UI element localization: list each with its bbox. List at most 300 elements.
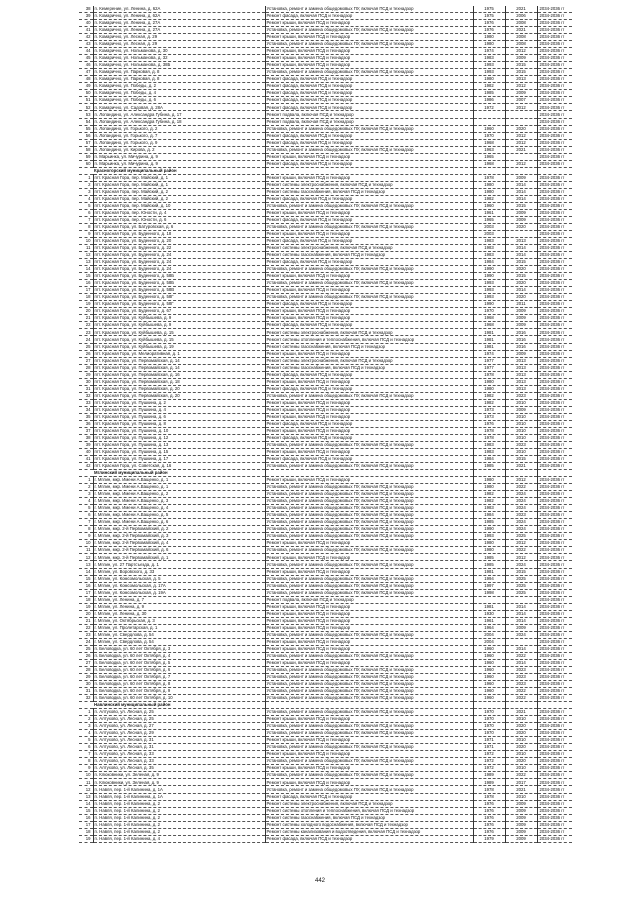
- address-cell: пгт. Красная Гора, ул. Куйбышева, д. 9: [93, 322, 265, 329]
- row-number-cell: 14: [79, 800, 93, 807]
- planned-period-cell: 2034-2036 гг: [537, 413, 572, 420]
- address-cell: г. Мглин, мкр. Имени А.Ващенко, д. 1: [93, 484, 265, 491]
- table-row: [79, 406, 572, 413]
- planned-period-cell: 2034-2036 гг: [537, 195, 572, 202]
- last-repair-year-cell: 2014: [505, 659, 537, 666]
- table-row: [79, 322, 572, 329]
- year-built-cell: 1978: [473, 786, 505, 793]
- table-row: [79, 519, 572, 526]
- year-built-cell: 1978: [473, 427, 505, 434]
- year-built-cell: 1968: [473, 322, 505, 329]
- row-number-cell: 21: [79, 617, 93, 624]
- work-type-cell: Установка, ремонт и замена общедомовых ПУ, включая ПСД и технадзор: [265, 723, 473, 730]
- row-number-cell: 7: [79, 519, 93, 526]
- address-cell: пгт. Красная Гора, пер. Майский, д. 2: [93, 188, 265, 195]
- row-number-cell: 30: [79, 681, 93, 688]
- year-built-cell: 1980: [473, 477, 505, 484]
- year-built-cell: 1980: [473, 484, 505, 491]
- planned-period-cell: 2034-2036 гг: [537, 540, 572, 547]
- address-cell: п. Навля, пер. 1-й Калинина, д. 2: [93, 814, 265, 821]
- year-built-cell: 1980: [473, 41, 505, 48]
- work-type-cell: Установка, ремонт и замена общедомовых ПУ, включая ПСД и технадзор: [265, 484, 473, 491]
- address-cell: п. Комарично, ул. Парковая, д. 8: [93, 69, 265, 76]
- year-built-cell: 1993: [473, 294, 505, 301]
- planned-period-cell: 2034-2036 гг: [537, 27, 572, 34]
- work-type-cell: Ремонт фасада, включая ПСД и технадзор: [265, 104, 473, 111]
- address-cell: пгт. Красная Гора, ул. Буденного, д. 24: [93, 252, 265, 259]
- last-repair-year-cell: 2015: [505, 568, 537, 575]
- last-repair-year-cell: 2012: [505, 83, 537, 90]
- row-number-cell: 49: [79, 83, 93, 90]
- last-repair-year-cell: [505, 638, 537, 645]
- table-row: [79, 357, 572, 364]
- work-type-cell: Ремонт крыши, включая ПСД и технадзор: [265, 540, 473, 547]
- year-built-cell: [473, 470, 505, 477]
- last-repair-year-cell: 2009: [505, 406, 537, 413]
- last-repair-year-cell: 2009: [505, 308, 537, 315]
- last-repair-year-cell: [505, 111, 537, 118]
- section-header-row: [79, 470, 572, 477]
- last-repair-year-cell: 2014: [505, 245, 537, 252]
- work-type-cell: Ремонт крыши, включая ПСД и технадзор: [265, 645, 473, 652]
- last-repair-year-cell: 2024: [505, 561, 537, 568]
- table-row: [79, 111, 572, 118]
- address-cell: п. Навля, пер. 1-й Калинина, д. 1А: [93, 786, 265, 793]
- planned-period-cell: 2034-2036 гг: [537, 125, 572, 132]
- row-number-cell: 27: [79, 659, 93, 666]
- work-type-cell: [265, 167, 473, 174]
- year-built-cell: 1973: [473, 413, 505, 420]
- address-cell: п. Комарично, ул. Лесная, д. 29: [93, 41, 265, 48]
- table-row: [79, 448, 572, 455]
- work-type-cell: Ремонт крыши, включая ПСД и технадзор: [265, 48, 473, 55]
- table-row: [79, 716, 572, 723]
- work-type-cell: Установка, ремонт и замена общедомовых ПУ, включая ПСД и технадзор: [265, 294, 473, 301]
- table-row: [79, 174, 572, 181]
- row-number-cell: [79, 470, 93, 477]
- address-cell: п. Алтухово, ул. Лесная, д. 35: [93, 765, 265, 772]
- work-type-cell: Ремонт фасада, включая ПСД и технадзор: [265, 97, 473, 104]
- work-type-cell: Ремонт крыши, включая ПСД и технадзор: [265, 153, 473, 160]
- row-number-cell: 16: [79, 582, 93, 589]
- last-repair-year-cell: 2013: [505, 238, 537, 245]
- work-type-cell: Установка, ремонт и замена общедомовых ПУ, включая ПСД и технадзор: [265, 709, 473, 716]
- planned-period-cell: 2034-2036 гг: [537, 596, 572, 603]
- address-cell: п. Беловодка, ул. 60 лет Октября, д. 8: [93, 681, 265, 688]
- work-type-cell: Ремонт крыши, включая ПСД и технадзор: [265, 399, 473, 406]
- table-row: [79, 202, 572, 209]
- last-repair-year-cell: 2009: [505, 800, 537, 807]
- table-row: [79, 125, 572, 132]
- address-cell: пгт. Красная Гора, ул. Первомайская, д. 20: [93, 385, 265, 392]
- work-type-cell: [265, 470, 473, 477]
- row-number-cell: 11: [79, 245, 93, 252]
- address-cell: п. Комарично, ул. Ленина, д. 27А: [93, 27, 265, 34]
- work-type-cell: Установка, ремонт и замена общедомовых ПУ, включая ПСД и технадзор: [265, 589, 473, 596]
- address-cell: г. Мглин, мкр. Имени А.Ващенко, д. 6: [93, 519, 265, 526]
- table-row: [79, 76, 572, 83]
- work-type-cell: Установка, ремонт и замена общедомовых ПУ, включая ПСД и технадзор: [265, 575, 473, 582]
- planned-period-cell: 2034-2036 гг: [537, 259, 572, 266]
- table-row: [79, 266, 572, 273]
- last-repair-year-cell: 2010: [505, 751, 537, 758]
- address-cell: п. Навля, пер. 1-й Калинина, д. 1А: [93, 793, 265, 800]
- work-type-cell: Ремонт крыши, включая ПСД и технадзор: [265, 350, 473, 357]
- work-type-cell: Ремонт системы электроснабжения, включая ПСД и технадзор: [265, 245, 473, 252]
- page-number: 442: [314, 878, 325, 884]
- work-type-cell: Ремонт крыши, включая ПСД и технадзор: [265, 477, 473, 484]
- table-row: [79, 624, 572, 631]
- address-cell: пгт. Красная Гора, ул. Мелиоративная, д. 1: [93, 350, 265, 357]
- address-cell: п. Кемерение, ул. Ленина, д. 62А: [93, 6, 265, 13]
- row-number-cell: 54: [79, 118, 93, 125]
- last-repair-year-cell: 2014: [505, 252, 537, 259]
- planned-period-cell: 2034-2036 гг: [537, 582, 572, 589]
- row-number-cell: 14: [79, 266, 93, 273]
- table-row: [79, 195, 572, 202]
- year-built-cell: 1989: [473, 779, 505, 786]
- row-number-cell: 42: [79, 34, 93, 41]
- planned-period-cell: 2034-2036 гг: [537, 561, 572, 568]
- year-built-cell: 1972: [473, 758, 505, 765]
- address-cell: пгт. Красная Гора, ул. Буденного, д. 58Г: [93, 294, 265, 301]
- table-row: [79, 666, 572, 673]
- address-cell: г. Мглин, мкр. Имени А.Ващенко, д. 5: [93, 512, 265, 519]
- table-row: [79, 695, 572, 702]
- table-row: [79, 294, 572, 301]
- address-cell: пгт. Красная Гора, ул. Первомайская, д. 14: [93, 364, 265, 371]
- work-type-cell: Ремонт крыши, включая ПСД и технадзор: [265, 617, 473, 624]
- last-repair-year-cell: 2015: [505, 259, 537, 266]
- last-repair-year-cell: [505, 118, 537, 125]
- planned-period-cell: 2034-2036 гг: [537, 90, 572, 97]
- planned-period-cell: 2034-2036 гг: [537, 758, 572, 765]
- last-repair-year-cell: 2020: [505, 758, 537, 765]
- work-type-cell: Ремонт крыши, включая ПСД и технадзор: [265, 62, 473, 69]
- address-cell: пгт. Красная Гора, пер. Майский, д. 2: [93, 195, 265, 202]
- year-built-cell: 1990: [473, 273, 505, 280]
- planned-period-cell: 2034-2036 гг: [537, 97, 572, 104]
- year-built-cell: [473, 702, 505, 709]
- table-row: [79, 90, 572, 97]
- address-cell: п. Беловодка, ул. 60 лет Октября, д. 9: [93, 688, 265, 695]
- year-built-cell: 1970: [473, 132, 505, 139]
- address-cell: г. Мглин, ул. Свердлова, д. 54: [93, 638, 265, 645]
- last-repair-year-cell: 2025: [505, 582, 537, 589]
- address-cell: пгт. Красная Гора, ул. Пушкина, д. 2: [93, 399, 265, 406]
- work-type-cell: Установка, ремонт и замена общедомовых ПУ, включая ПСД и технадзор: [265, 666, 473, 673]
- year-built-cell: 1980: [473, 181, 505, 188]
- address-cell: п. Алтухово, ул. Лесная, д. 33: [93, 758, 265, 765]
- planned-period-cell: 2034-2036 гг: [537, 448, 572, 455]
- last-repair-year-cell: 2014: [505, 181, 537, 188]
- planned-period-cell: 2034-2036 гг: [537, 645, 572, 652]
- year-built-cell: 1960: [473, 695, 505, 702]
- work-type-cell: Ремонт системы канализования и водоотведения, включая ПСД и технадзор: [265, 828, 473, 835]
- year-built-cell: [473, 596, 505, 603]
- repair-register-table: [79, 6, 572, 843]
- address-cell: пгт. Красная Гора, пер. Юности, д. 6: [93, 216, 265, 223]
- work-type-cell: Ремонт крыши, включая ПСД и технадзор: [265, 406, 473, 413]
- address-cell: п. Беловодка, ул. 60 лет Октября, д. 10: [93, 695, 265, 702]
- row-number-cell: 26: [79, 350, 93, 357]
- table-row: [79, 681, 572, 688]
- planned-period-cell: 2034-2036 гг: [537, 554, 572, 561]
- row-number-cell: 17: [79, 589, 93, 596]
- address-cell: пгт. Красная Гора, ул. Куйбышева, д. 15: [93, 336, 265, 343]
- row-number-cell: 4: [79, 498, 93, 505]
- address-cell: п. Алтухово, ул. Лесная, д. 25: [93, 709, 265, 716]
- year-built-cell: 1982: [473, 83, 505, 90]
- year-built-cell: 1983: [473, 505, 505, 512]
- year-built-cell: 1983: [473, 448, 505, 455]
- row-number-cell: 41: [79, 456, 93, 463]
- row-number-cell: 10: [79, 772, 93, 779]
- last-repair-year-cell: 2008: [505, 41, 537, 48]
- work-type-cell: Установка, ремонт и замена общедомовых ПУ, включая ПСД и технадзор: [265, 266, 473, 273]
- year-built-cell: 1985: [473, 554, 505, 561]
- year-built-cell: 1985: [473, 463, 505, 470]
- year-built-cell: 1960: [473, 125, 505, 132]
- planned-period-cell: 2034-2036 гг: [537, 378, 572, 385]
- year-built-cell: 1993: [473, 69, 505, 76]
- table-row: [79, 547, 572, 554]
- row-number-cell: 26: [79, 652, 93, 659]
- table-row: [79, 709, 572, 716]
- work-type-cell: Ремонт крыши, включая ПСД и технадзор: [265, 34, 473, 41]
- work-type-cell: Установка, ремонт и замена общедомовых ПУ, включая ПСД и технадзор: [265, 730, 473, 737]
- table-row: [79, 737, 572, 744]
- last-repair-year-cell: 2023: [505, 666, 537, 673]
- address-cell: пгт. Красная Гора, ул. Пушкина, д. 8: [93, 420, 265, 427]
- last-repair-year-cell: 2023: [505, 441, 537, 448]
- work-type-cell: Ремонт фасада, включая ПСД и технадзор: [265, 420, 473, 427]
- work-type-cell: Ремонт фасада, включая ПСД и технадзор: [265, 90, 473, 97]
- table-row: [79, 336, 572, 343]
- year-built-cell: [473, 118, 505, 125]
- address-cell: п. Комарично, ул. Садовая, д. 28А: [93, 104, 265, 111]
- address-cell: п. Лопандино, ул. Горького, д. 9: [93, 139, 265, 146]
- year-built-cell: 1978: [473, 174, 505, 181]
- table-row: [79, 779, 572, 786]
- table-row: [79, 603, 572, 610]
- row-number-cell: 19: [79, 835, 93, 842]
- table-row: [79, 216, 572, 223]
- table-row: [79, 807, 572, 814]
- table-row: [79, 188, 572, 195]
- row-number-cell: 12: [79, 786, 93, 793]
- row-number-cell: 13: [79, 793, 93, 800]
- address-cell: пгт. Красная Гора, ул. Буденного, д. 24: [93, 259, 265, 266]
- last-repair-year-cell: 2014: [505, 287, 537, 294]
- address-cell: г. Мглин, ул. Ленина, д. 30: [93, 610, 265, 617]
- address-cell: г. Мглин, ул. 27 Партсъезда, д. 1: [93, 561, 265, 568]
- address-cell: п. Беловодка, ул. 60 лет Октября, д. 4: [93, 652, 265, 659]
- year-built-cell: 1968: [473, 315, 505, 322]
- last-repair-year-cell: 2025: [505, 533, 537, 540]
- year-built-cell: 1983: [473, 238, 505, 245]
- row-number-cell: 36: [79, 420, 93, 427]
- table-row: [79, 610, 572, 617]
- address-cell: п. Клюковники, ул. Зеленая, д. 9: [93, 779, 265, 786]
- planned-period-cell: 2034-2036 гг: [537, 463, 572, 470]
- last-repair-year-cell: 2010: [505, 427, 537, 434]
- planned-period-cell: 2034-2036 гг: [537, 294, 572, 301]
- work-type-cell: Ремонт фасада, включая ПСД и технадзор: [265, 195, 473, 202]
- table-row: [79, 280, 572, 287]
- address-cell: пгт. Красная Гора, ул. Буденного, д. 18: [93, 231, 265, 238]
- row-number-cell: 35: [79, 413, 93, 420]
- last-repair-year-cell: 2010: [505, 737, 537, 744]
- table-row: [79, 259, 572, 266]
- row-number-cell: 11: [79, 779, 93, 786]
- table-row: [79, 596, 572, 603]
- address-cell: пгт. Красная Гора, ул. Батуровская, д. 6: [93, 223, 265, 230]
- last-repair-year-cell: 2012: [505, 132, 537, 139]
- table-row: [79, 153, 572, 160]
- table-row: [79, 301, 572, 308]
- planned-period-cell: 2034-2036 гг: [537, 814, 572, 821]
- address-cell: п. Лопандино, ул. Горького, д. 7: [93, 132, 265, 139]
- address-cell: г. Мглин, ул. Комсомольская, д. 17А: [93, 582, 265, 589]
- address-cell: г. Мглин, ул. Ленина, д. 7: [93, 596, 265, 603]
- row-number-cell: 34: [79, 406, 93, 413]
- address-cell: п. Навля, пер. 1-й Калинина, д. 2: [93, 807, 265, 814]
- work-type-cell: Ремонт крыши, включая ПСД и технадзор: [265, 603, 473, 610]
- address-cell: пгт. Красная Гора, ул. Пушкина, д. 12: [93, 434, 265, 441]
- address-cell: п. Комарично, ул. Нольманова, д. 30: [93, 48, 265, 55]
- table-row: [79, 69, 572, 76]
- table-row: [79, 554, 572, 561]
- year-built-cell: 1976: [473, 828, 505, 835]
- table-row: [79, 209, 572, 216]
- last-repair-year-cell: 2021: [505, 709, 537, 716]
- last-repair-year-cell: 2011: [505, 301, 537, 308]
- last-repair-year-cell: 2016: [505, 336, 537, 343]
- row-number-cell: 32: [79, 392, 93, 399]
- row-number-cell: 40: [79, 20, 93, 27]
- work-type-cell: Ремонт системы холодного водоснабжения, включая ПСД и технадзор: [265, 821, 473, 828]
- planned-period-cell: 2034-2036 гг: [537, 209, 572, 216]
- address-cell: п. Комарично, ул. Ленина, д. 27А: [93, 20, 265, 27]
- year-built-cell: 1980: [473, 188, 505, 195]
- planned-period-cell: 2034-2036 гг: [537, 505, 572, 512]
- table-row: [79, 273, 572, 280]
- year-built-cell: 1984: [473, 512, 505, 519]
- planned-period-cell: 2034-2036 гг: [537, 420, 572, 427]
- address-cell: пгт. Красная Гора, ул. Советская, д. 16: [93, 463, 265, 470]
- address-cell: пгт. Красная Гора, ул. Куйбышева, д. 15: [93, 329, 265, 336]
- row-number-cell: 15: [79, 807, 93, 814]
- planned-period-cell: 2034-2036 гг: [537, 343, 572, 350]
- work-type-cell: Ремонт крыши, включая ПСД и технадзор: [265, 610, 473, 617]
- year-built-cell: 1975: [473, 13, 505, 20]
- row-number-cell: 21: [79, 315, 93, 322]
- last-repair-year-cell: 2023: [505, 673, 537, 680]
- section-title-cell: Красногорский муниципальный район: [93, 167, 265, 174]
- planned-period-cell: 2034-2036 гг: [537, 371, 572, 378]
- last-repair-year-cell: 2020: [505, 294, 537, 301]
- table-row: [79, 364, 572, 371]
- work-type-cell: Установка, ремонт и замена общедомовых ПУ, включая ПСД и технадзор: [265, 695, 473, 702]
- row-number-cell: 20: [79, 610, 93, 617]
- row-number-cell: 15: [79, 273, 93, 280]
- last-repair-year-cell: 2013: [505, 357, 537, 364]
- planned-period-cell: 2034-2036 гг: [537, 139, 572, 146]
- address-cell: пгт. Красная Гора, ул. Буденного, д. 24: [93, 266, 265, 273]
- row-number-cell: 9: [79, 533, 93, 540]
- table-row: [79, 533, 572, 540]
- work-type-cell: Ремонт фасада, включая ПСД и технадзор: [265, 322, 473, 329]
- work-type-cell: Установка, ремонт и замена общедомовых ПУ, включая ПСД и технадзор: [265, 202, 473, 209]
- planned-period-cell: 2034-2036 гг: [537, 322, 572, 329]
- last-repair-year-cell: 2024: [505, 491, 537, 498]
- planned-period-cell: 2034-2036 гг: [537, 315, 572, 322]
- planned-period-cell: 2034-2036 гг: [537, 153, 572, 160]
- planned-period-cell: 2034-2036 гг: [537, 828, 572, 835]
- row-number-cell: 24: [79, 336, 93, 343]
- planned-period-cell: 2034-2036 гг: [537, 245, 572, 252]
- table-row: [79, 758, 572, 765]
- work-type-cell: Ремонт системы газоснабжения, включая ПСД и технадзор: [265, 364, 473, 371]
- planned-period-cell: 2034-2036 гг: [537, 666, 572, 673]
- work-type-cell: Ремонт крыши, включая ПСД и технадзор: [265, 659, 473, 666]
- address-cell: пгт. Красная Гора, ул. Буденного, д. 67: [93, 308, 265, 315]
- last-repair-year-cell: 2020: [505, 723, 537, 730]
- row-number-cell: 32: [79, 695, 93, 702]
- table-row: [79, 617, 572, 624]
- last-repair-year-cell: 2021: [505, 463, 537, 470]
- year-built-cell: 1979: [473, 835, 505, 842]
- last-repair-year-cell: 2012: [505, 139, 537, 146]
- row-number-cell: 4: [79, 730, 93, 737]
- row-number-cell: 8: [79, 758, 93, 765]
- address-cell: пгт. Красная Гора, ул. Буденного, д. 58Б: [93, 280, 265, 287]
- year-built-cell: 1974: [473, 350, 505, 357]
- year-built-cell: 1976: [473, 814, 505, 821]
- last-repair-year-cell: 2021: [505, 27, 537, 34]
- table-row: [79, 343, 572, 350]
- address-cell: г. Мглин, мкр. Имени А.Ващенко, д. 3: [93, 498, 265, 505]
- row-number-cell: 59: [79, 153, 93, 160]
- work-type-cell: Ремонт подвала, включая ПСД и технадзор: [265, 111, 473, 118]
- last-repair-year-cell: 2010: [505, 793, 537, 800]
- table-row: [79, 484, 572, 491]
- table-row: [79, 97, 572, 104]
- year-built-cell: 1960: [473, 652, 505, 659]
- year-built-cell: 1961: [473, 209, 505, 216]
- table-row: [79, 371, 572, 378]
- work-type-cell: Ремонт крыши, включая ПСД и технадзор: [265, 638, 473, 645]
- year-built-cell: 1997: [473, 582, 505, 589]
- year-built-cell: 1989: [473, 772, 505, 779]
- work-type-cell: Ремонт подвала, включая ПСД и технадзор: [265, 596, 473, 603]
- planned-period-cell: 2034-2036 гг: [537, 688, 572, 695]
- work-type-cell: Ремонт фасада, включая ПСД и технадзор: [265, 76, 473, 83]
- address-cell: пгт. Красная Гора, ул. Буденного, д. 20: [93, 238, 265, 245]
- year-built-cell: 1993: [473, 287, 505, 294]
- year-built-cell: 1972: [473, 765, 505, 772]
- planned-period-cell: 2034-2036 гг: [537, 821, 572, 828]
- year-built-cell: 1990: [473, 526, 505, 533]
- row-number-cell: 50: [79, 90, 93, 97]
- row-number-cell: 20: [79, 308, 93, 315]
- work-type-cell: Установка, ремонт и замена общедомовых ПУ, включая ПСД и технадзор: [265, 491, 473, 498]
- section-header-row: [79, 167, 572, 174]
- planned-period-cell: 2034-2036 гг: [537, 491, 572, 498]
- last-repair-year-cell: 2010: [505, 420, 537, 427]
- table-row: [79, 62, 572, 69]
